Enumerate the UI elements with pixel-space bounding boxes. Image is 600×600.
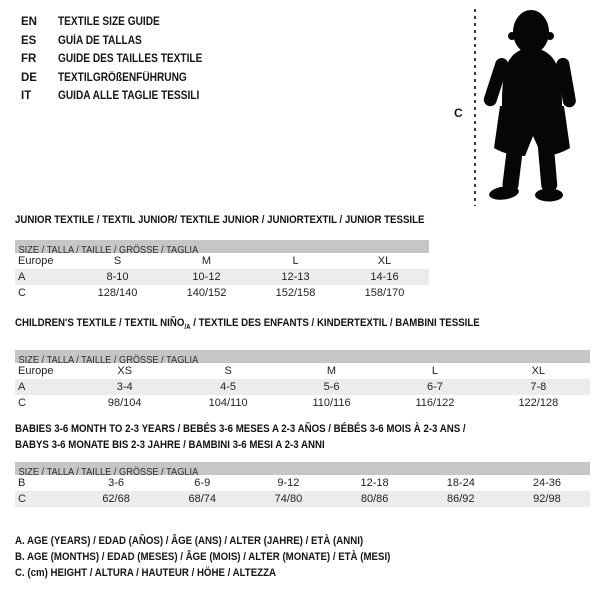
table-cell: 6-7	[426, 381, 443, 394]
table-cell: 110/116	[312, 397, 351, 410]
table-cell: M	[201, 255, 212, 267]
language-label: TEXTILGRÖßENFÜHRUNG	[58, 71, 187, 84]
size-header-label: SIZE / TALLA / TAILLE / GRÖSSE / TAGLIA	[18, 354, 199, 367]
table-cell: 86/92	[447, 493, 475, 505]
table-cell: 5-6	[323, 381, 340, 394]
table-cell: 62/68	[102, 493, 130, 505]
row-label: C	[18, 493, 26, 505]
table-cell: 10-12	[192, 271, 221, 283]
row-label: A	[18, 381, 26, 394]
row-label: A	[18, 271, 26, 283]
table-cell: S	[113, 255, 122, 267]
language-row	[21, 69, 222, 88]
table-row	[15, 491, 590, 507]
table-cell: 116/122	[415, 397, 455, 410]
table-cell: L	[292, 255, 299, 267]
table-cell: 7-8	[530, 381, 547, 394]
table-cell: 14-16	[370, 271, 399, 283]
children-textile-table	[15, 316, 590, 411]
title-subscript: /A	[184, 324, 191, 332]
size-header-label: SIZE / TALLA / TAILLE / GRÖSSE / TAGLIA	[18, 466, 199, 478]
table-title	[15, 422, 590, 453]
table-cell: 12-18	[360, 477, 389, 489]
language-label: GUÍA DE TALLAS	[58, 34, 142, 47]
table-cell: 74/80	[274, 493, 303, 505]
table-title-line: BABYS 3-6 MONATE BIS 2-3 JAHRE / BAMBINI 3-6 MESI A 2-3 ANNI	[15, 438, 325, 451]
table-cell: 80/86	[360, 493, 389, 505]
legend-line: C. (cm) HEIGHT / ALTURA / HAUTEUR / HÖHE / ALTEZZA	[15, 567, 277, 579]
table-cell: 12-13	[281, 271, 310, 283]
legend-line: B. AGE (MONTHS) / EDAD (MESES) / ÂGE (MOIS) / ALTER (MONATE) / ETÀ (MESI)	[15, 551, 391, 563]
row-label: B	[18, 477, 26, 489]
table-cell: 152/158	[275, 287, 316, 299]
row-label: Europe	[18, 255, 54, 267]
table-cell: 9-12	[277, 477, 300, 489]
table-cell: XS	[117, 365, 133, 378]
table-cell: 68/74	[188, 493, 217, 505]
language-code: EN	[21, 16, 37, 29]
table-cell: XL	[531, 365, 546, 378]
table-cell: 92/98	[533, 493, 561, 505]
table-cell: 18-24	[446, 477, 475, 489]
table-cell: 8-10	[106, 271, 129, 283]
legend-line: A. AGE (YEARS) / EDAD (AÑOS) / ÂGE (ANS) / ALTER (JAHRE) / ETÀ (ANNI)	[15, 535, 364, 547]
row-label: C	[18, 397, 26, 410]
size-header-band	[15, 462, 590, 478]
language-row	[21, 50, 222, 69]
table-cell: 4-5	[220, 381, 237, 394]
table-cell: 122/128	[518, 397, 559, 410]
language-row	[21, 13, 222, 32]
table-cell: 24-36	[532, 477, 562, 489]
size-header-band	[15, 240, 429, 256]
table-title	[15, 316, 590, 335]
table-row	[15, 395, 590, 411]
table-cell: 128/140	[97, 287, 138, 299]
table-cell: 104/110	[208, 397, 248, 410]
language-code: IT	[21, 90, 32, 103]
table-cell: 6-9	[194, 477, 211, 489]
table-cell: 158/170	[364, 287, 405, 299]
babies-textile-table	[15, 422, 590, 507]
table-cell: M	[326, 365, 337, 378]
size-header-label: SIZE / TALLA / TAILLE / GRÖSSE / TAGLIA	[18, 244, 199, 256]
language-code: DE	[21, 71, 37, 84]
language-label: TEXTILE SIZE GUIDE	[58, 16, 160, 29]
language-row	[21, 87, 222, 106]
table-row	[15, 379, 590, 395]
measure-legend	[15, 533, 442, 581]
size-header-band	[15, 350, 590, 367]
language-label: GUIDE DES TAILLES TEXTILE	[58, 53, 203, 66]
language-label: GUIDA ALLE TAGLIE TESSILI	[58, 90, 200, 103]
baby-height-figure	[452, 6, 600, 211]
height-dotted-line	[474, 9, 476, 206]
table-cell: 3-6	[108, 477, 125, 489]
table-cell: 140/152	[186, 287, 227, 299]
table-title	[15, 213, 429, 227]
language-row	[21, 32, 222, 51]
table-cell: XL	[377, 255, 392, 267]
language-list	[21, 13, 222, 106]
junior-textile-table	[15, 213, 429, 301]
table-row	[15, 285, 429, 301]
language-code: FR	[21, 53, 37, 66]
table-title-line: JUNIOR TEXTILE / TEXTIL JUNIOR/ TEXTILE JUNIOR / JUNIORTEXTIL / JUNIOR TESSILE	[15, 214, 425, 226]
table-title-line: CHILDREN'S TEXTILE / TEXTIL $NIÑO_{/A}$ / TEXTILE DES ENFANTS / KINDERTEXTIL / BAMBINI TESSILE	[15, 317, 480, 332]
row-label: Europe	[18, 365, 54, 378]
table-cell: 3-4	[116, 381, 133, 394]
table-row	[15, 269, 429, 285]
table-cell: 98/104	[107, 397, 142, 410]
table-cell: S	[224, 365, 232, 378]
table-cell: L	[431, 365, 438, 378]
baby-silhouette-icon	[480, 8, 595, 204]
row-label: C	[18, 287, 26, 299]
table-title-line: BABIES 3-6 MONTH TO 2-3 YEARS / BEBÉS 3-6 MESES A 2-3 AÑOS / BÉBÉS 3-6 MOIS À 2-3 ANS /	[15, 423, 466, 435]
language-code: ES	[21, 34, 37, 47]
height-measure-label: C	[454, 106, 463, 120]
